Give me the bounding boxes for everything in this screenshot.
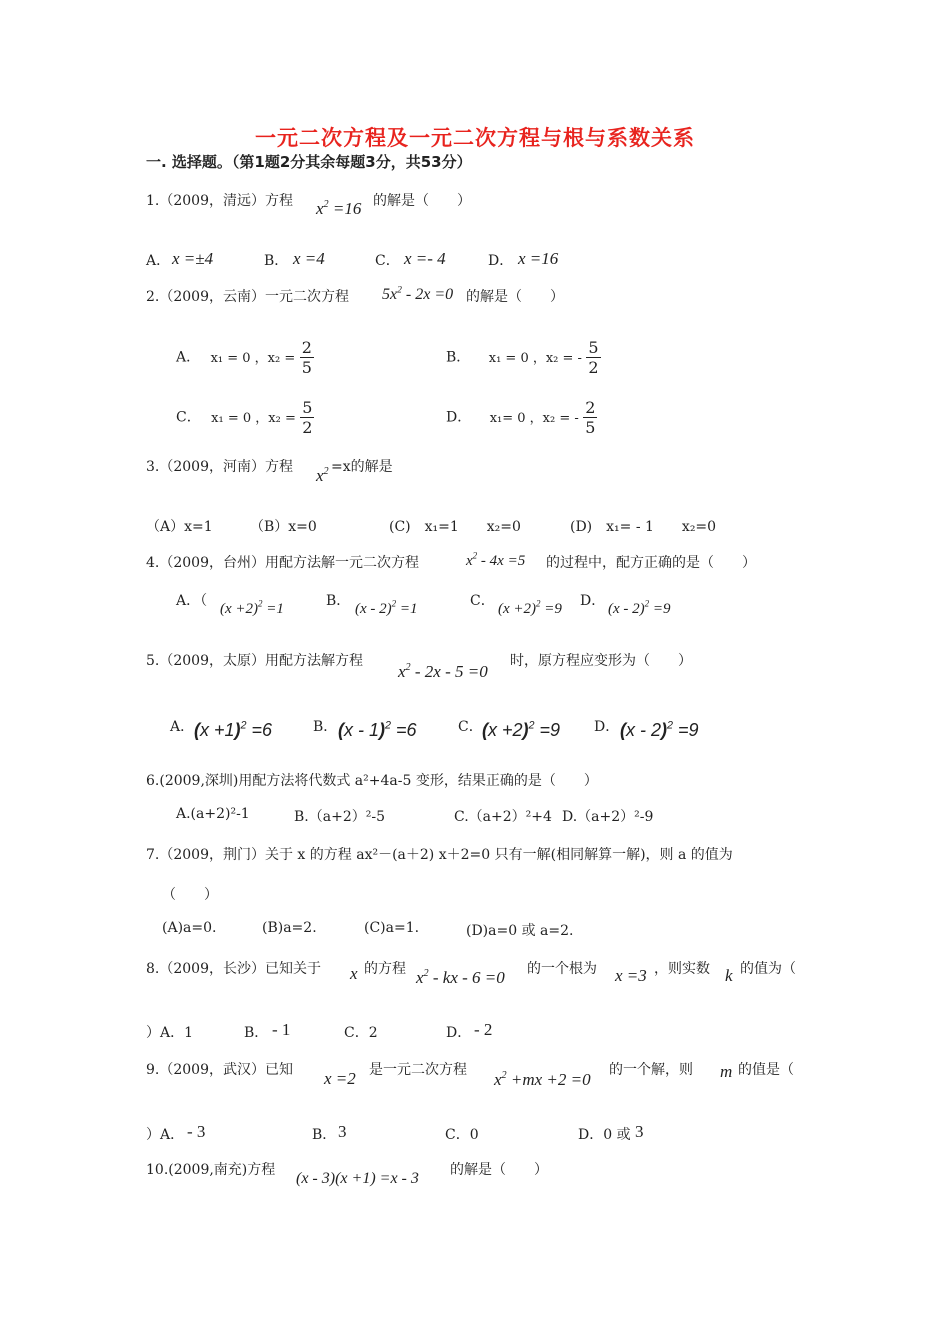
q5-option-b: (x - 1)$^2$ =6 — [338, 719, 417, 740]
q4-equation: $x^2 - 4x =5$ — [466, 550, 526, 569]
q7-option-d: (D)a=0 或 a=2. — [466, 923, 574, 939]
q1-tail: 的解是（ ） — [373, 193, 471, 209]
q5-option-b-label: B． — [313, 719, 338, 735]
q8-option-c: C．2 — [344, 1025, 378, 1041]
q1-option-d-label: D． — [488, 253, 514, 269]
q7-paren: （ ） — [162, 887, 218, 903]
q2-option-c: C． x₁ = 0 ，x₂ = $\frac{5}{2}$ — [176, 398, 313, 437]
page-title: 一元二次方程及一元二次方程与根与系数关系 — [255, 126, 695, 150]
q4-option-c-label: C． — [470, 593, 495, 609]
q10-stem: 10.(2009,南充)方程 — [146, 1162, 276, 1178]
q3-option-d: (D) x₁= - 1 x₂=0 — [570, 519, 717, 535]
q6-option-b: B.（a+2）²-5 — [294, 809, 385, 825]
q7-stem: 7.（2009，荆门）关于 x 的方程 ax²－(a＋2) x＋2=0 只有一解(相同解算一解)，则 a 的值为 — [146, 847, 733, 863]
q1-option-a: x =±4 — [172, 249, 214, 268]
q1-option-c: x =- 4 — [404, 249, 446, 268]
q8-mid: 的方程 — [364, 961, 406, 977]
q5-option-d-label: D． — [594, 719, 620, 735]
q8-mid2: 的一个根为 — [527, 961, 597, 977]
q2-option-d: D． x₁= 0 ，x₂ = - $\frac{2}{5}$ — [446, 398, 596, 437]
q8-tail: 的值为（ — [740, 961, 796, 977]
q8-equation: $x^2$ - kx - 6 =0 — [416, 967, 505, 987]
q2-option-a: A． x₁ = 0 ，x₂ = $\frac{2}{5}$ — [176, 338, 312, 377]
q9-mid2: 的一个解，则 — [609, 1062, 693, 1078]
q8-option-d: - 2 — [474, 1020, 493, 1039]
q9-option-c: C．0 — [445, 1127, 479, 1143]
q9-mid: 是一元二次方程 — [369, 1062, 467, 1078]
q8-root: x =3 — [615, 966, 647, 985]
q9-stem: 9.（2009，武汉）已知 — [146, 1062, 293, 1078]
q4-option-d: (x - 2)$^2$ =9 — [608, 598, 671, 617]
q4-option-c: $(x +2)^2 =9$ — [498, 598, 562, 617]
q3-option-c: (C) x₁=1 x₂=0 — [389, 519, 521, 535]
q6-option-a: A.(a+2)²-1 — [176, 806, 250, 822]
q10-equation: (x - 3)(x +1) =x - 3 — [296, 1170, 419, 1187]
q3-stem: 3.（2009，河南）方程 — [146, 459, 293, 475]
q4-option-b: (x - 2)$^2$ =1 — [355, 598, 418, 617]
q6-option-c: C.（a+2）²+4 — [454, 809, 552, 825]
q9-root: x =2 — [324, 1069, 356, 1088]
q6-stem: 6.(2009,深圳)用配方法将代数式 a²+4a-5 变形，结果正确的是（ ） — [146, 773, 598, 789]
q3-tail: =x的解是 — [331, 459, 393, 475]
q4-stem: 4.（2009，台州）用配方法解一元二次方程 — [146, 555, 419, 571]
q8-option-a: ）A．1 — [146, 1025, 194, 1041]
q9-option-b: 3 — [338, 1122, 347, 1141]
q1-option-d: x =16 — [518, 249, 559, 268]
q7-option-b: (B)a=2. — [262, 920, 317, 936]
q2-tail: 的解是（ ） — [466, 289, 564, 305]
q8-option-d-label: D． — [446, 1025, 472, 1041]
q9-option-d: 3 — [635, 1122, 644, 1141]
q9-option-d-label: D．0 或 — [578, 1127, 631, 1143]
q1-option-c-label: C． — [375, 253, 400, 269]
q8-stem: 8.（2009，长沙）已知关于 — [146, 961, 321, 977]
q3-option-b: （B）x=0 — [250, 519, 317, 535]
q4-option-b-label: B． — [326, 593, 351, 609]
q9-equation: $x^2 +mx +2 =0$ — [494, 1069, 591, 1089]
q8-option-b-label: B． — [244, 1025, 269, 1041]
q7-option-c: (C)a=1. — [364, 920, 420, 936]
q3-equation: $x^2$ — [316, 465, 329, 485]
q7-option-a: (A)a=0. — [162, 920, 217, 936]
q2-option-b: B． x₁ = 0 ，x₂ = - $\frac{5}{2}$ — [446, 338, 599, 377]
q2-equation: $5x^2 - 2x =0$ — [382, 284, 454, 303]
q1-equation: $x^2 =16$ — [316, 198, 362, 218]
q6-option-d: D.（a+2）²-9 — [562, 809, 654, 825]
q8-k: k — [725, 966, 733, 985]
q4-tail: 的过程中，配方正确的是（ ） — [546, 555, 756, 571]
q10-tail: 的解是（ ） — [450, 1162, 548, 1178]
q9-option-b-label: B． — [312, 1127, 337, 1143]
q1-stem: 1.（2009，清远）方程 — [146, 193, 293, 209]
q9-tail: 的值是（ — [738, 1062, 794, 1078]
q4-option-a: $(x +2)^2 =1$ — [220, 598, 284, 617]
q5-option-a: $(x +1)^2 =6$ — [194, 719, 273, 740]
q4-option-d-label: D． — [580, 593, 606, 609]
q5-stem: 5.（2009，太原）用配方法解方程 — [146, 653, 363, 669]
q9-m: m — [720, 1062, 733, 1081]
q8-variable: x — [350, 964, 358, 983]
q4-option-a-label: A．（ — [176, 593, 208, 609]
q5-option-a-label: A． — [170, 719, 195, 735]
q5-tail: 时，原方程应变形为（ ） — [510, 653, 692, 669]
q3-option-a: （A）x=1 — [146, 519, 213, 535]
q9-option-a: - 3 — [187, 1122, 206, 1141]
q5-option-c-label: C． — [458, 719, 483, 735]
q8-mid3: ，则实数 — [654, 961, 710, 977]
q2-stem: 2.（2009，云南）一元二次方程 — [146, 289, 349, 305]
q5-option-d: (x - 2)$^2$ =9 — [620, 719, 699, 740]
section-heading: 一. 选择题。（第1题2分其余每题3分，共53分） — [146, 153, 472, 171]
q1-option-b: x =4 — [293, 249, 325, 268]
q5-equation: $x^2 - 2x - 5 =0$ — [398, 661, 488, 681]
q5-option-c: $(x +2)^2 =9$ — [482, 719, 561, 740]
q1-option-b-label: B． — [264, 253, 289, 269]
q9-option-a-label: ）A． — [146, 1127, 185, 1143]
q8-option-b: - 1 — [272, 1020, 291, 1039]
q1-option-a-label: A． — [146, 253, 171, 269]
